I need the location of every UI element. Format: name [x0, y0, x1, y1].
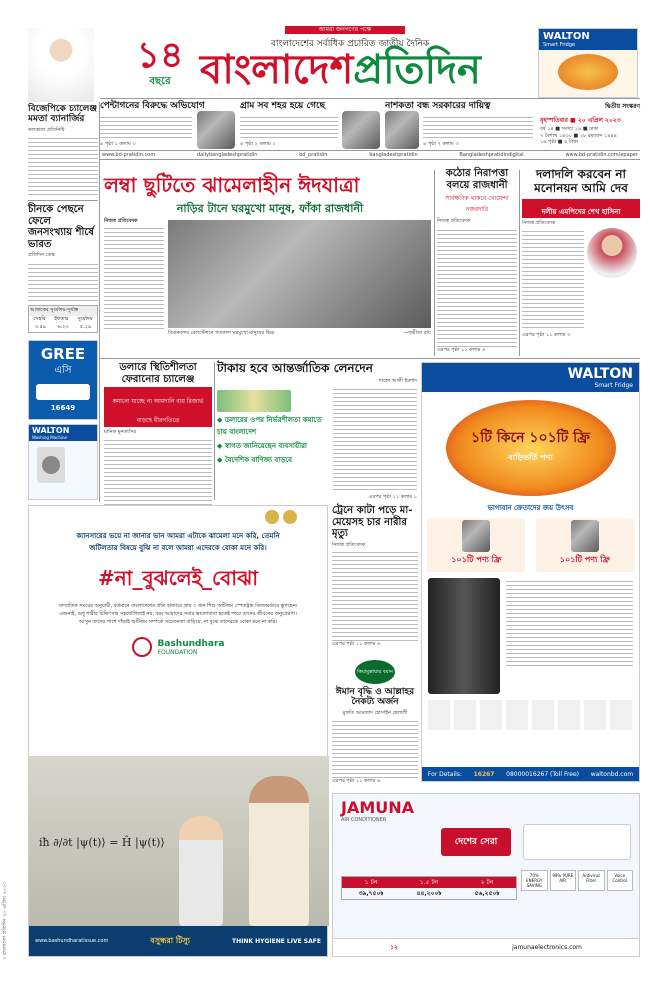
taka-bullet-1-text: ডলারের ওপর নির্ভরশীলতা কমাতে চায় বাংলাদেশ — [217, 416, 322, 436]
jamuna-website[interactable]: jamunaelectronics.com — [512, 944, 582, 951]
teaser-1-body — [100, 114, 192, 140]
jamuna-feature-1: 70% ENERGY SAVING — [521, 870, 548, 891]
second-subhead: সার্বক্ষণিক থাকবে গোয়েন্দা নজরদারি — [445, 195, 509, 213]
weather-col-3: সূর্যোদয় — [77, 315, 93, 322]
adult-figure — [249, 776, 309, 926]
taka-bullet-1: ◆ ডলারের ওপর নির্ভরশীলতা কমাতে চায় বাংলাদেশ — [217, 416, 322, 436]
bashundhara-body-2: এজন্যই, শুধু শারীর চিকিৎসার সহযোগিতাই নয়, বরং আমাদের সবার ভালোবাসা হতেই পারে তাদের জীবনের অনুপ্রেরণা। — [59, 611, 297, 617]
walton-fridge-row — [428, 578, 633, 694]
left-headline-1: বিজেপিকে চ্যালেঞ্জ মমতা ব্যানার্জির — [28, 104, 98, 125]
teaser-2-title: গ্রাম সব শহর হয়ে গেছে — [240, 101, 326, 111]
train-ref: এরপর পৃষ্ঠা ১১ কলাম ৬ — [332, 641, 381, 647]
walton-offer-sub: বাড়িভর্তি পণ্য — [508, 453, 553, 462]
lead-photo-credit: —জয়ীতা রায় — [403, 330, 431, 336]
train-body — [332, 549, 418, 641]
teaser-2 — [240, 101, 380, 149]
edition-box — [540, 101, 640, 149]
islam-headline: ঈমান বৃদ্ধি ও আল্লাহর নৈকট্য অর্জন — [335, 687, 415, 708]
walton-main-sub: Smart Fridge — [594, 382, 633, 389]
teaser-top-rule — [100, 98, 640, 99]
lead-subhead — [150, 200, 390, 216]
left-body-1 — [28, 135, 98, 197]
dollar-headline: ডলারে স্থিতিশীলতা ফেরানোর চ্যালেঞ্জ — [119, 362, 197, 385]
jamuna-ac-graphic — [523, 824, 631, 860]
lead-byline: নিজস্ব প্রতিবেদক — [104, 218, 138, 224]
bashundhara-brand: বসুন্ধরা টিস্যু — [150, 935, 191, 945]
walton-main-header — [422, 363, 639, 392]
teaser-1-ref: ৪ পৃষ্ঠা ১ কলাম ৩ — [100, 141, 136, 148]
walton-tollfree[interactable]: 08000016267 (Toll Free) — [506, 770, 580, 778]
islam-kicker: কিয়ামুল্লায়ার বয়ান — [356, 669, 393, 675]
jamuna-price-2: ৪৪,২০০৳ — [416, 890, 442, 897]
mamata-photo — [28, 28, 94, 102]
lead-body-text — [104, 225, 164, 329]
jamuna-size-1: ১ টন — [364, 879, 378, 886]
left-byline-2: প্রতিদিন ডেস্ক — [28, 252, 55, 259]
weather-title: আজকের সূর্যোদয়-সূর্যাস্ত — [29, 306, 97, 316]
link-website[interactable]: www.bd-pratidin.com — [102, 152, 156, 158]
gree-sub: এসি — [54, 365, 72, 376]
child-figure — [179, 816, 223, 926]
train-headline: ট্রেনে কাটা পড়ে মা-মেয়েসহ চার নারীর মৃত্যু — [332, 505, 413, 539]
walton-hotline[interactable]: 16267 — [473, 770, 495, 778]
lead-subhead-text: নাড়ির টানে ঘরমুখো মানুষ, ফাঁকা রাজধানী — [176, 202, 364, 215]
lead-rule — [434, 170, 435, 356]
jamuna-price-table — [341, 876, 517, 900]
jamuna-features — [521, 870, 633, 891]
second-story — [437, 168, 517, 356]
weather-val-2: ৬.২৩ — [57, 323, 69, 330]
date-line-2: বর্ষ ১৪ ■ সংখ্যা ২৯ ■ ঢাকা — [540, 126, 599, 132]
gree-ac-graphic — [36, 384, 90, 400]
pm-byline: নিজস্ব প্রতিবেদক — [522, 219, 556, 226]
jamuna-price-3: ৫৬,২৫০৳ — [474, 890, 500, 897]
winner-1-text: ১০১টি পণ্য ফ্রি — [451, 555, 502, 564]
lead-body — [104, 218, 164, 330]
weather-col-2: ইফতার — [54, 315, 69, 322]
train-byline: নিজস্ব প্রতিবেদক — [332, 541, 366, 548]
link-twitter[interactable]: bd_pratidin — [299, 152, 328, 158]
bashundhara-text-2: জটিলতার বিষয়ে বুঝি না বলে আমরা এদেরকে বোকা মনে করি। — [89, 544, 267, 552]
title-pratidin: প্রতিদিন — [353, 47, 481, 93]
jamuna-feature-3: Antivirus Filter — [578, 870, 605, 891]
dollar-story — [104, 362, 212, 502]
walton-top-brand: WALTON — [543, 31, 590, 42]
left-body-2 — [28, 261, 98, 301]
jamuna-ad — [332, 793, 640, 957]
second-ref: এরপর পৃষ্ঠা ১১ কলাম ৪ — [437, 346, 486, 353]
bashundhara-ad — [28, 505, 328, 957]
walton-main-ad — [421, 362, 640, 782]
left-column — [28, 104, 98, 336]
bashundhara-foundation-logo — [108, 637, 248, 657]
bashundhara-body-3: আসুন তাদের পাশে দাঁড়াই অটিজম সম্পর্কে সচেতনতা বাড়িয়ে, না বুঝে তাদেরকে বোকা মনে না করি। — [78, 619, 278, 625]
pm-subhead-bar — [522, 199, 640, 218]
teaser-2-ref: ৪ পৃষ্ঠা ২ কলাম ২ — [240, 141, 276, 148]
walton-contact-bar — [422, 767, 639, 781]
anniversary-badge — [125, 35, 195, 98]
pm-body — [522, 228, 584, 328]
foundation-sub: FOUNDATION — [157, 648, 198, 656]
social-links-bar — [100, 150, 640, 160]
washing-machine-graphic — [37, 447, 65, 483]
taka-bullet-2: ◆ স্বাগত জানিয়েছেন ব্যবসায়ীরা — [217, 442, 307, 450]
teaser-3-body — [423, 114, 533, 140]
bashundhara-website[interactable]: www.bashundharatissue.com — [35, 938, 109, 944]
taka-story — [217, 362, 417, 502]
bashundhara-top-graphic — [29, 506, 327, 530]
walton-winner-title: ভাগ্যবান ক্রেতাদের জয় উৎসব — [487, 504, 574, 512]
taka-ref: এরপর পৃষ্ঠা ১১ কলাম ১ — [368, 493, 417, 500]
jamuna-price-1: ৩৯,৭৫০৳ — [358, 890, 384, 897]
teaser-3-photo — [385, 111, 419, 149]
dollar-body — [104, 437, 212, 511]
chalkboard — [29, 756, 329, 926]
bashundhara-slogan: THINK HYGIENE LIVE SAFE — [231, 937, 321, 945]
lead-photo — [168, 220, 431, 328]
dollar-subhead: কমানো যাচ্ছে না আমদানি ব্যয় রিজার্ভ বাড়ছে ধীরগতিতে — [112, 398, 204, 424]
lead-caption — [168, 330, 431, 342]
bashundhara-body-1: সাম্প্রতিক সময়ের অনুযায়ী, বর্তমানে বাংলাদেশের প্রতি হাজারে প্রায় ৩ জন শিশু অটিজম স্পেকট্রাম ডিজঅর্ডারে ভুগছেন। — [58, 603, 298, 609]
walton-cert-logos — [428, 700, 633, 730]
weather-val-3: ৫.২৯ — [79, 323, 92, 330]
weather-box — [28, 305, 98, 333]
jamuna-footer — [333, 938, 639, 956]
jamuna-feature-2: 99% PURE AIR — [550, 870, 577, 891]
teaser-1-photo — [197, 111, 235, 149]
walton-offer-banner — [446, 400, 616, 496]
walton-offer-text: ১টি কিনে ১০১টি ফ্রি — [471, 430, 590, 446]
walton-small-sub: Washing Machine — [32, 435, 67, 440]
fridge-graphic — [428, 578, 500, 694]
link-epaper[interactable]: www.bd-pratidin.com/epaper — [565, 152, 638, 158]
winner-2-photo — [571, 520, 599, 552]
jamuna-brand: JAMUNA — [341, 798, 415, 817]
link-youtube[interactable]: Bangladeshpratidindigital — [459, 152, 524, 158]
teaser-3 — [385, 101, 535, 149]
walton-main-brand: WALTON — [567, 366, 633, 382]
taka-byline: শাহেদ আলী ইরশাদ — [378, 377, 417, 384]
taka-body — [333, 386, 417, 490]
left-headline-2: চীনকে পেছনে ফেলে জনসংখ্যায় শীর্ষে ভারত — [28, 204, 94, 250]
walton-website[interactable]: waltonbd.com — [590, 770, 634, 778]
left-byline-1: কলকাতা প্রতিনিধি — [28, 126, 65, 133]
dollar-rule — [214, 362, 215, 500]
jamuna-size-2: ১.৫ টন — [419, 879, 439, 886]
walton-top-sub: Smart Fridge — [543, 42, 576, 48]
second-body — [437, 227, 517, 347]
islam-story — [332, 660, 418, 790]
weather-val-1: ৩.৫৯ — [34, 323, 46, 330]
walton-winners — [422, 518, 639, 572]
anniversary-number: ১৪ — [136, 35, 184, 76]
gree-hotline: 16649 — [50, 404, 76, 412]
walton-top-ad — [538, 28, 638, 98]
date-line-3: ৭ বৈশাখ ১৪৩০ ■ ২৮ রমজান ১৪৪৪ — [540, 132, 617, 139]
second-rule — [519, 170, 520, 356]
gree-ad — [28, 340, 98, 420]
jamuna-header — [333, 794, 639, 827]
lead-headline-text: লম্বা ছুটিতে ঝামেলাহীন ঈদযাত্রা — [104, 173, 360, 197]
weather-col-1: সেহরি — [33, 315, 46, 322]
side-ticker-text: ৩ বাংলাদেশ প্রতিদিন ২০ এপ্রিল ২০২৩ — [2, 881, 8, 960]
teaser-2-body — [240, 114, 338, 140]
winner-2-text: ১০১টি পণ্য ফ্রি — [559, 555, 610, 564]
date-line-4: ১৬ পৃষ্ঠা ■ ৫ টাকা — [540, 139, 579, 145]
teaser-3-ref: ৪ পৃষ্ঠা ৭ কলাম ৩ — [423, 141, 459, 148]
taka-bullet-2-text: স্বাগত জানিয়েছেন ব্যবসায়ীরা — [224, 442, 307, 450]
lead-caption-text: বিমানবন্দর রেলস্টেশনে গতকাল ঘরমুখো মানুষের ভিড় — [168, 330, 275, 336]
jamuna-badge — [441, 828, 511, 856]
dollar-subhead-box — [104, 387, 212, 427]
lead-headline — [104, 172, 434, 198]
train-story — [332, 505, 418, 657]
anniversary-word: বছরে — [149, 76, 171, 87]
taka-bullet-3-text: বৈদেশিক বাণিজ্য বাড়বে — [224, 456, 293, 464]
walton-details-label: For Details: — [427, 770, 462, 778]
masthead-title — [200, 46, 530, 94]
walton-winner-card-2 — [536, 518, 634, 572]
teaser-1-title: পেন্টাগনের বিরুদ্ধে অভিযোগ — [100, 101, 205, 111]
teaser-3-title: নাশকতা বন্ধ সরকারের দায়িত্ব — [385, 101, 491, 111]
left-column-rule — [99, 102, 100, 502]
taka-currency-graphic — [217, 390, 291, 412]
pm-photo — [587, 228, 637, 278]
dollar-byline: মানিক মুনতাসির — [104, 429, 137, 435]
pm-subhead: দলীয় এমপিদের শেখ হাসিনা — [541, 207, 621, 216]
walton-washing-ad — [28, 424, 98, 500]
edition-label: দ্বিতীয় সংস্করণ — [605, 103, 640, 110]
islam-ref: এরপর পৃষ্ঠা ১১ কলাম ৬ — [332, 778, 381, 785]
gree-brand: GREE — [40, 345, 86, 363]
bashundhara-hashtag: #না_বুঝলেই_বোঝা — [97, 566, 259, 590]
pm-story — [522, 168, 640, 356]
tagline-small-text: আমরা জনগণের পক্ষে — [318, 26, 372, 33]
jamuna-sub: AIR CONDITIONER — [341, 817, 387, 823]
jamuna-size-3: ২ টন — [480, 879, 494, 886]
date-line-1: বৃহস্পতিবার ■ ২০ এপ্রিল ২০২৩ — [540, 117, 621, 124]
link-facebook[interactable]: dailybangladeshpratidin — [196, 152, 258, 158]
second-byline: নিজস্ব প্রতিবেদক — [437, 218, 471, 224]
masthead-tagline: বাংলাদেশের সর্বাধিক প্রচারিত জাতীয় দৈনিক — [270, 39, 430, 49]
islam-body — [332, 718, 418, 778]
second-headline: কঠোর নিরাপত্তা বলয়ে রাজধানী — [445, 168, 509, 191]
foundation-name: Bashundhara — [157, 638, 225, 649]
islam-kicker-badge — [355, 660, 395, 684]
pm-ref: এরপর পৃষ্ঠা ১১ কলাম ৩ — [522, 332, 571, 339]
bashundhara-text-1: ক্যানসারের ভয়ে না জানার ভান আমরা এটাকে ঝামেলা মনে করি, তেমনি — [76, 532, 280, 540]
foundation-emblem — [132, 637, 152, 657]
teaser-2-photo — [342, 111, 380, 149]
title-bangladesh: বাংলাদেশ — [200, 47, 354, 93]
chalkboard-equation: iħ ∂/∂t |ψ(t)⟩ = Ĥ |ψ(t)⟩ — [39, 836, 165, 849]
side-ticker — [0, 760, 14, 980]
jamuna-feature-4: Voice Control — [607, 870, 634, 891]
jamuna-hotline[interactable]: ১২ — [390, 944, 398, 951]
taka-headline: টাকায় হবে আন্তর্জাতিক লেনদেন — [217, 361, 373, 375]
walton-features-list — [506, 578, 633, 668]
mid-rule — [100, 358, 640, 359]
masthead-tagline-small — [285, 26, 405, 34]
walton-small-brand: WALTON — [32, 426, 70, 435]
bashundhara-footer — [29, 926, 327, 956]
winner-1-photo — [462, 520, 490, 552]
link-instagram[interactable]: bangladeshpratidin — [369, 152, 418, 158]
pm-headline: দলাদলি করবেন না মনোনয়ন আমি দেব — [534, 167, 628, 195]
taka-bullet-3: ◆ বৈদেশিক বাণিজ্য বাড়বে — [217, 456, 293, 464]
walton-winner-card-1 — [427, 518, 525, 572]
jamuna-badge-text: দেশের সেরা — [454, 837, 498, 847]
walton-top-offer-graphic — [558, 54, 618, 90]
teaser-1 — [100, 101, 235, 149]
taka-bullets — [217, 414, 329, 466]
islam-byline: মুফতি আমজাদ হোসাইন হেলালী — [342, 709, 408, 716]
